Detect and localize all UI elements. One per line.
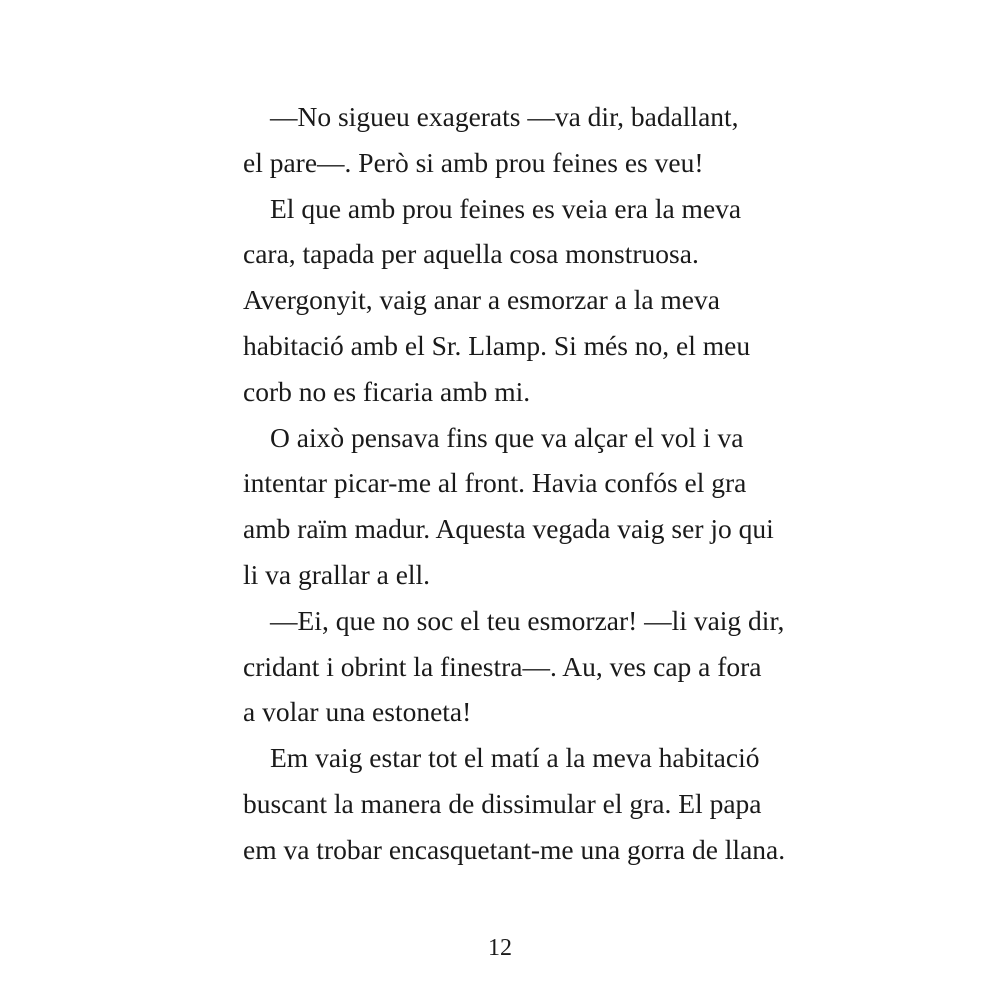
text-line: a volar una estoneta! xyxy=(243,696,472,728)
text-line: Em vaig estar tot el matí a la meva habitació xyxy=(270,742,760,774)
body-text xyxy=(243,94,803,873)
text-line: cridant i obrint la finestra—. Au, ves cap a fora xyxy=(243,650,762,682)
text-line: El que amb prou feines es veia era la meva xyxy=(270,192,742,224)
text-line: —Ei, que no soc el teu esmorzar! —li vaig dir, xyxy=(270,604,785,636)
text-line: Avergonyit, vaig anar a esmorzar a la meva xyxy=(243,284,720,316)
text-line: li va grallar a ell. xyxy=(243,558,431,590)
text-line: buscant la manera de dissimular el gra. El papa xyxy=(243,787,762,819)
page-number: 12 xyxy=(488,935,512,961)
text-line: O això pensava fins que va alçar el vol i va xyxy=(270,421,744,453)
text-line: amb raïm madur. Aquesta vegada vaig ser jo qui xyxy=(243,513,774,545)
text-line: cara, tapada per aquella cosa monstruosa. xyxy=(243,238,699,270)
text-line: habitació amb el Sr. Llamp. Si més no, el meu xyxy=(243,329,751,361)
text-line: el pare—. Però si amb prou feines es veu! xyxy=(243,146,704,178)
text-line: —No sigueu exagerats —va dir, badallant, xyxy=(270,101,739,132)
text-line: em va trobar encasquetant-me una gorra de llana. xyxy=(243,833,786,865)
text-line: corb no es ficaria amb mi. xyxy=(243,375,531,407)
text-line: intentar picar-me al front. Havia confós el gra xyxy=(243,467,747,499)
